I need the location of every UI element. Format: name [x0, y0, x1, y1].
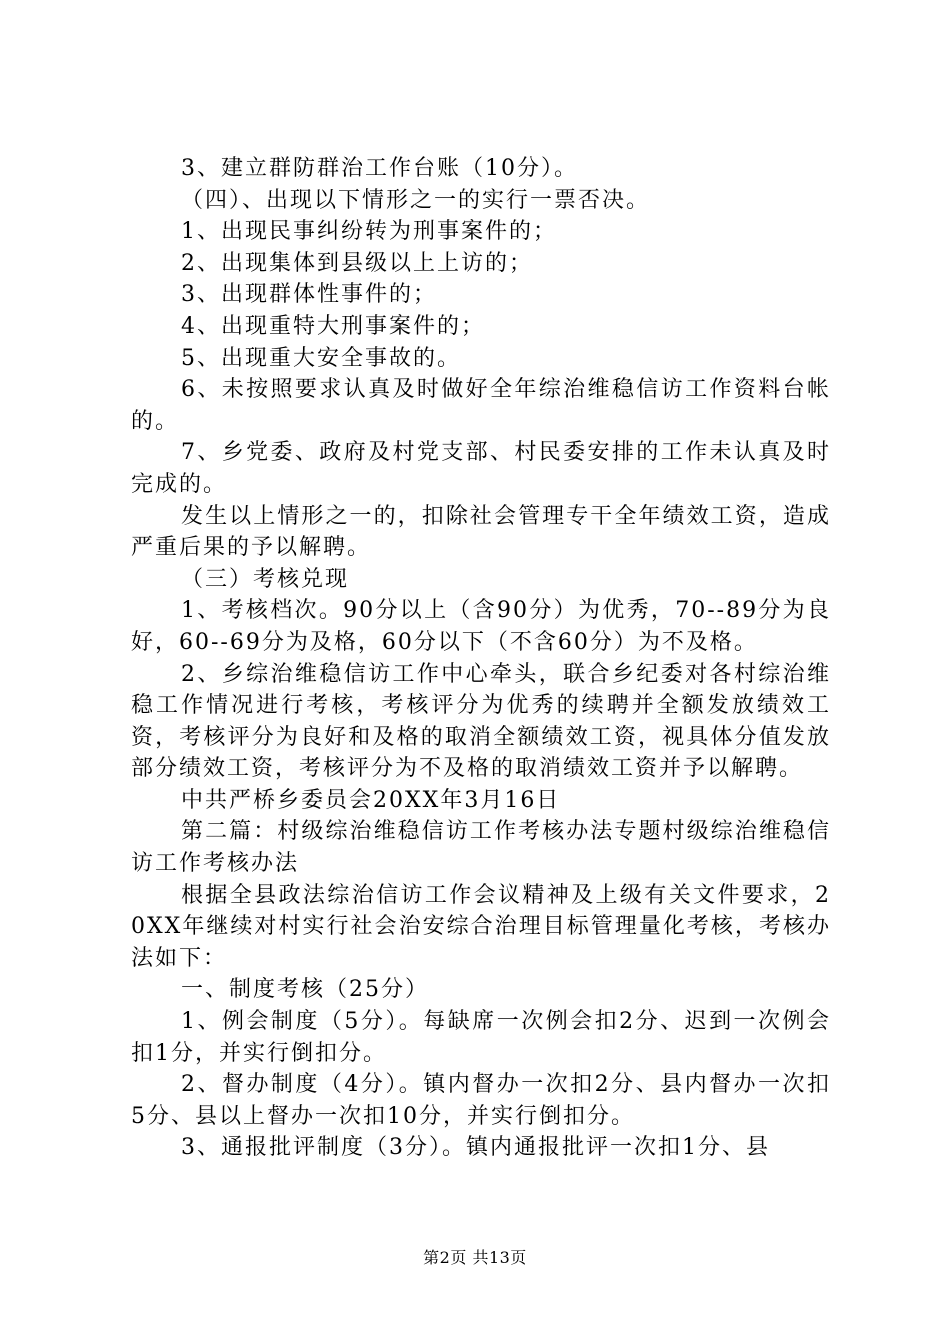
paragraph: 5、出现重大安全事故的。 [181, 345, 461, 371]
section-heading: （三）考核兑现 [181, 566, 350, 592]
page-number-footer: 第2页 共13页 [423, 1248, 527, 1267]
paragraph: 2、出现集体到县级以上上访的； [181, 250, 533, 276]
paragraph: 发生以上情形之一的，扣除社会管理专干全年绩效工资，造成严重后果的予以解聘。 [131, 503, 831, 561]
section-heading: 一、制度考核（25分） [181, 977, 429, 1003]
paragraph: 1、考核档次。90分以上（含90分）为优秀，70--89分为良好，60--69分为及格，60分以下（不含60分）为不及格。 [131, 598, 831, 655]
chapter-heading: 第二篇：村级综治维稳信访工作考核办法专题村级综治维稳信访工作考核办法 [131, 819, 831, 877]
paragraph: 3、出现群体性事件的； [181, 282, 437, 308]
paragraph: 1、例会制度（5分）。每缺席一次例会扣2分、迟到一次例会扣1分，并实行倒扣分。 [131, 1009, 831, 1066]
paragraph: 3、建立群防群治工作台账（10分）。 [181, 156, 578, 181]
paragraph: 6、未按照要求认真及时做好全年综治维稳信访工作资料台帐的。 [131, 377, 831, 434]
paragraph: （四）、出现以下情形之一的实行一票否决。 [181, 187, 651, 213]
paragraph: 4、出现重特大刑事案件的； [181, 313, 485, 339]
signature-date: 中共严桥乡委员会20XX年3月16日 [181, 787, 561, 813]
paragraph: 7、乡党委、政府及村党支部、村民委安排的工作未认真及时完成的。 [131, 440, 831, 497]
paragraph: 1、出现民事纠纷转为刑事案件的； [181, 219, 557, 245]
paragraph: 2、乡综治维稳信访工作中心牵头，联合乡纪委对各村综治维稳工作情况进行考核，考核评分为优秀的续聘并全额发放绩效工资，考核评分为良好和及格的取消全额绩效工资，视具体分值发放部分绩效工资，考核评分为不及格的取消绩效工资并予以解聘。 [131, 661, 831, 782]
document-body [131, 153, 831, 1164]
paragraph: 3、通报批评制度（3分）。镇内通报批评一次扣1分、县 [181, 1135, 770, 1161]
paragraph: 根据全县政法综治信访工作会议精神及上级有关文件要求，20XX年继续对村实行社会治安综合治理目标管理量化考核，考核办法如下： [131, 882, 831, 971]
paragraph: 2、督办制度（4分）。镇内督办一次扣2分、县内督办一次扣5分、县以上督办一次扣10分，并实行倒扣分。 [131, 1072, 831, 1129]
